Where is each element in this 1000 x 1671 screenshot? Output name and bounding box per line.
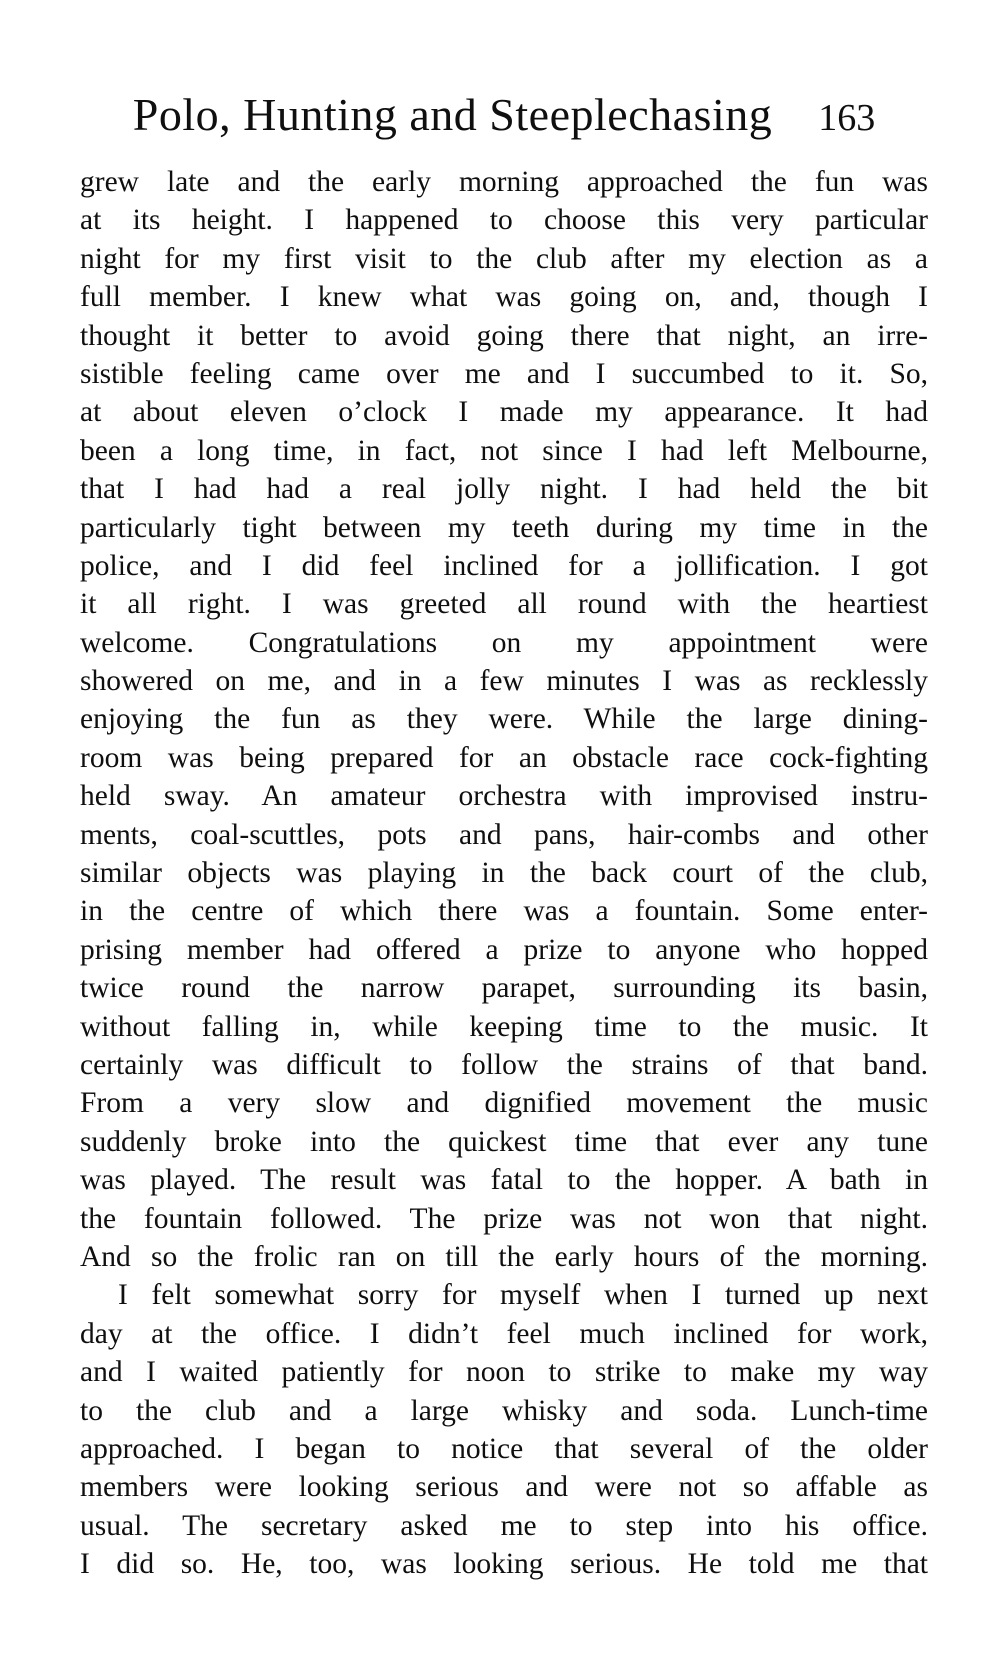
text-line: I did so. He, too, was looking serious. He told me that [80, 1548, 928, 1581]
paragraph [80, 1276, 928, 1583]
text-line: without falling in, while keeping time to the music. It [80, 1010, 928, 1043]
text-line: sistible feeling came over me and I succumbed to it. So, [80, 357, 928, 390]
text-line: usual. The secretary asked me to step into his office. [80, 1509, 928, 1542]
text-line: members were looking serious and were not so affable as [80, 1471, 928, 1504]
text-line: held sway. An amateur orchestra with improvised instru- [80, 780, 928, 813]
text-line: From a very slow and dignified movement the music [80, 1087, 928, 1120]
text-line: room was being prepared for an obstacle race cock-fighting [80, 741, 928, 774]
text-line: that I had had a real jolly night. I had held the bit [80, 473, 928, 506]
text-line: it all right. I was greeted all round with the heartiest [80, 588, 928, 621]
text-line: in the centre of which there was a fountain. Some enter- [80, 895, 928, 928]
page-header [80, 88, 928, 153]
text-line: suddenly broke into the quickest time that ever any tune [80, 1125, 928, 1158]
running-title: Polo, Hunting and Steeplechasing [132, 89, 773, 140]
text-line: grew late and the early morning approached the fun was [80, 166, 928, 198]
text-line: showered on me, and in a few minutes I was as recklessly [80, 665, 928, 698]
text-line: the fountain followed. The prize was not won that night. [80, 1202, 928, 1235]
text-line: certainly was difficult to follow the strains of that band. [80, 1048, 928, 1081]
text-line: And so the frolic ran on till the early hours of the morning. [80, 1240, 928, 1273]
text-line: twice round the narrow parapet, surrounding its basin, [80, 972, 928, 1005]
text-line: been a long time, in fact, not since I had left Melbourne, [80, 434, 928, 467]
paragraph [80, 163, 928, 1276]
text-line: welcome. Congratulations on my appointment were [80, 626, 928, 659]
text-line: police, and I did feel inclined for a jollification. I got [80, 549, 928, 582]
text-line: approached. I began to notice that several of the older [80, 1432, 928, 1465]
page-body [80, 163, 928, 1583]
text-line: I felt somewhat sorry for myself when I turned up next [118, 1279, 928, 1312]
text-line: and I waited patiently for noon to strike to make my way [80, 1356, 928, 1389]
text-line: particularly tight between my teeth during my time in the [80, 511, 928, 544]
text-line: day at the office. I didn’t feel much inclined for work, [80, 1317, 928, 1350]
text-line: at its height. I happened to choose this very particular [80, 204, 928, 237]
text-line: thought it better to avoid going there that night, an irre- [80, 319, 928, 352]
text-line: prising member had offered a prize to anyone who hopped [80, 933, 928, 966]
text-line: full member. I knew what was going on, and, though I [80, 281, 928, 314]
text-line: was played. The result was fatal to the hopper. A bath in [80, 1164, 928, 1197]
text-line: to the club and a large whisky and soda. Lunch-time [80, 1394, 928, 1427]
page-number: 163 [818, 97, 876, 139]
text-line: ments, coal-scuttles, pots and pans, hair-combs and other [80, 818, 928, 851]
text-line: similar objects was playing in the back court of the club, [80, 857, 928, 890]
text-line: enjoying the fun as they were. While the large dining- [80, 703, 928, 736]
text-line: night for my first visit to the club after my election as a [80, 242, 928, 275]
text-line: at about eleven o’clock I made my appearance. It had [80, 396, 928, 429]
